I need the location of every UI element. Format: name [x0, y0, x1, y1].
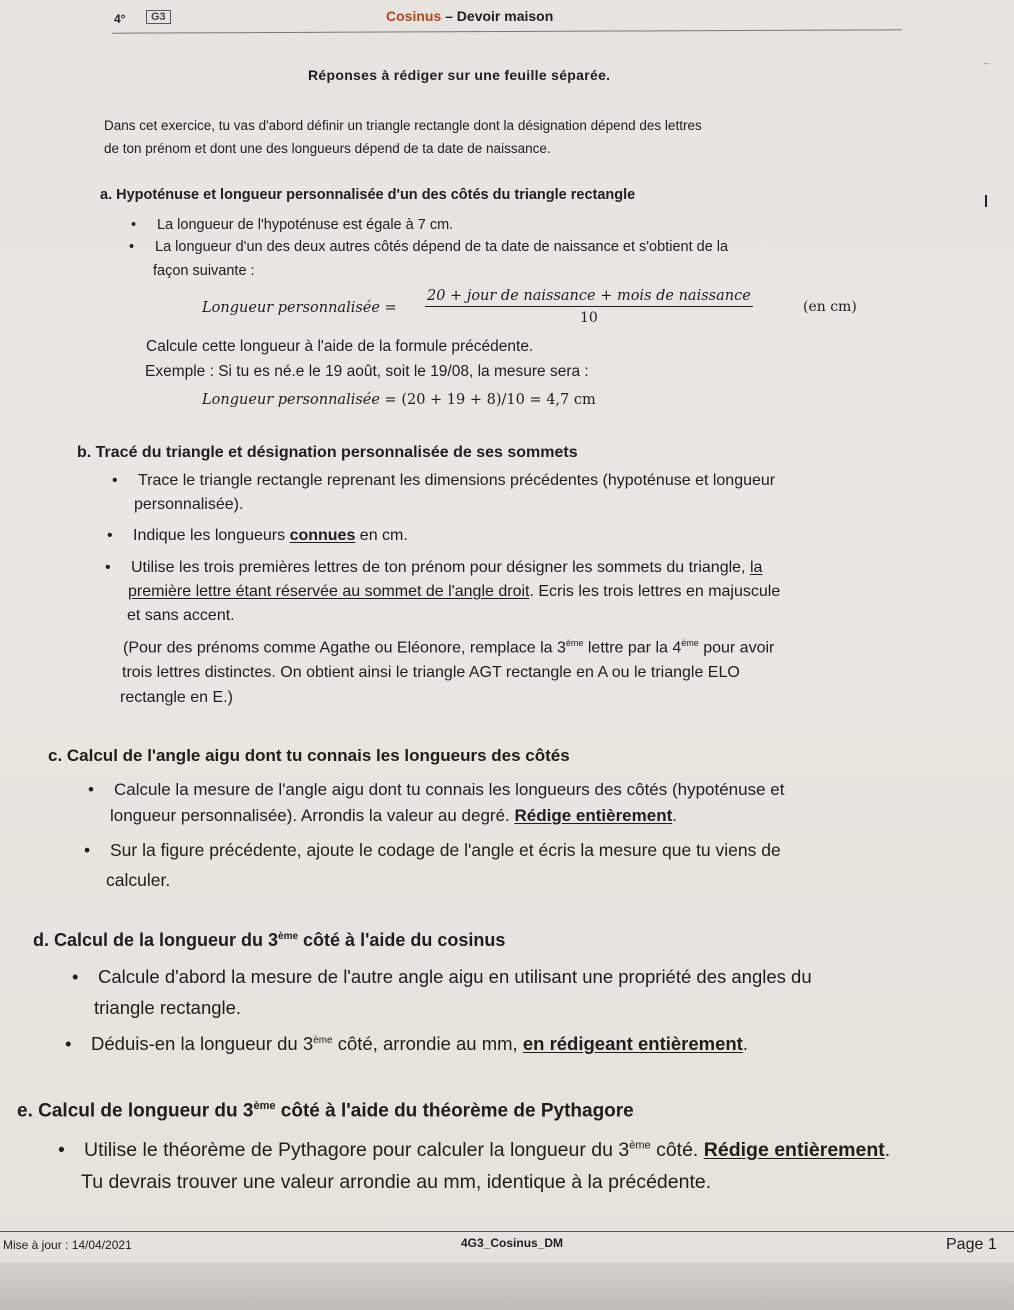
section-b-bullet-3-line-3: et sans accent. [127, 607, 235, 624]
section-e-line-2: Tu devrais trouver une valeur arrondie au mm, identique à la précédente. [81, 1171, 712, 1193]
formula-denominator: 10 [579, 310, 598, 326]
formula-numerator: 20 + jour de naissance + mois de naissance [425, 288, 753, 307]
section-b-bullet-2 [133, 527, 408, 545]
intro-line-1: Dans cet exercice, tu vas d'abord définir un triangle rectangle dont la désignation dépend des lettres [104, 118, 702, 133]
d2-post: . [742, 1033, 748, 1054]
footer-divider [0, 1231, 1014, 1232]
chapter-code: G3 [146, 10, 171, 24]
formula-fraction [425, 288, 753, 326]
e-title-pre: e. Calcul de longueur du 3 [17, 1100, 254, 1122]
calc-instruction: Calcule cette longueur à l'aide de la formule précédente. [146, 338, 534, 355]
class-level: 4° [114, 12, 126, 26]
d-title-post: côté à l'aide du cosinus [298, 930, 506, 950]
section-c-bullet-2-cont: calculer. [106, 870, 171, 890]
section-d-bullet-1: • Calcule d'abord la mesure de l'autre angle aigu en utilisant une propriété des angles du [98, 966, 812, 988]
section-b-bullet-3 [131, 559, 762, 577]
e1-post: . [884, 1139, 891, 1161]
title-accent: Cosinus [386, 8, 442, 24]
b3-l1-underlined: la [749, 559, 763, 576]
section-c-title: c. Calcul de l'angle aigu dont tu connais les longueurs des côtés [48, 746, 570, 765]
margin-mark: – [984, 58, 990, 68]
intro-heading: Réponses à rédiger sur une feuille séparée. [308, 67, 611, 83]
example-line: Exemple : Si tu es né.e le 19 août, soit le 19/08, la mesure sera : [145, 363, 589, 380]
section-c-bullet-1: • Calcule la mesure de l'angle aigu dont tu connais les longueurs des côtés (hypoténuse et [114, 780, 784, 800]
section-b-bullet-1-cont: personnalisée). [134, 496, 244, 513]
d2-bold: en rédigeant entièrement [522, 1033, 743, 1054]
note-sup-2: ème [681, 638, 699, 648]
d-title-sup: ème [278, 931, 299, 942]
example-formula [202, 392, 596, 408]
section-a-bullet-2-cont: façon suivante : [153, 263, 255, 279]
c1-bold: Rédige entièrement [514, 806, 673, 825]
section-b-bullet-3-line-2 [128, 583, 780, 601]
d2-pre: Déduis-en la longueur du 3 [91, 1033, 314, 1054]
section-a-title: a. Hypoténuse et longueur personnalisée d'un des côtés du triangle rectangle [100, 187, 636, 203]
note-a: (Pour des prénoms comme Agathe ou Eléonore, remplace la 3 [123, 639, 566, 657]
b2-post: en cm. [355, 527, 408, 544]
note-line-2: trois lettres distinctes. On obtient ainsi le triangle AGT rectangle en A ou le triangle ELO [122, 664, 740, 681]
section-d-bullet-1-cont: triangle rectangle. [94, 997, 242, 1018]
b3-l1-pre: Utilise les trois premières lettres de ton prénom pour désigner les sommets du triangle, [131, 559, 750, 576]
section-a-bullet-1: • La longueur de l'hypoténuse est égale à 7 cm. [157, 217, 453, 233]
e1-pre: Utilise le théorème de Pythagore pour calculer la longueur du 3 [84, 1139, 630, 1161]
e1-bold: Rédige entièrement [703, 1139, 885, 1161]
margin-tick [985, 195, 987, 207]
intro-line-2: de ton prénom et dont une des longueurs dépend de ta date de naissance. [104, 141, 551, 156]
footer-page-number: Page 1 [946, 1236, 997, 1253]
e1-mid: côté. [650, 1139, 704, 1161]
section-c-bullet-1-cont [110, 806, 677, 826]
section-a-bullet-2: • La longueur d'un des deux autres côtés dépend de ta date de naissance et s'obtient de la [155, 239, 728, 255]
e-title-post: côté à l'aide du théorème de Pythagore [275, 1100, 634, 1122]
b2-underlined: connues [289, 527, 356, 544]
section-b-title: b. Tracé du triangle et désignation personnalisée de ses sommets [77, 444, 578, 461]
example-formula-rhs: = (20 + 19 + 8)/10 = 4,7 cm [379, 392, 596, 408]
note-b: lettre par la 4 [583, 639, 682, 657]
d2-mid: côté, arrondie au mm, [332, 1033, 523, 1054]
header-divider [112, 29, 902, 33]
c1-pre: longueur personnalisée). Arrondis la valeur au degré. [110, 806, 515, 825]
example-formula-lhs: Longueur personnalisée [202, 392, 380, 408]
note-line-1 [123, 638, 774, 657]
section-c-bullet-2: • Sur la figure précédente, ajoute le codage de l'angle et écris la mesure que tu viens de [110, 840, 781, 861]
e1-sup: ème [629, 1139, 651, 1152]
section-e-title [17, 1100, 634, 1122]
formula-unit: (en cm) [803, 299, 857, 315]
note-sup-1: ème [565, 638, 584, 648]
section-d-bullet-2 [91, 1033, 748, 1055]
formula-lhs: Longueur personnalisée = [202, 300, 397, 316]
background-surface [0, 1262, 1014, 1310]
e-title-sup: ème [253, 1100, 276, 1112]
b3-l2-post: . Ecris les trois lettres en majuscule [529, 583, 781, 600]
title-rest: – Devoir maison [441, 8, 554, 24]
section-d-title [33, 930, 505, 951]
footer-updated: Mise à jour : 14/04/2021 [3, 1238, 132, 1252]
note-c: pour avoir [698, 639, 775, 657]
d2-sup: ème [313, 1034, 333, 1046]
b3-l2-underlined: première lettre étant réservée au sommet de l'angle droit [128, 583, 530, 600]
b2-pre: Indique les longueurs [133, 527, 290, 544]
footer-filename: 4G3_Cosinus_DM [461, 1236, 564, 1250]
c1-post: . [672, 806, 677, 825]
d-title-pre: d. Calcul de la longueur du 3 [33, 930, 279, 950]
section-e-bullet-1 [84, 1139, 890, 1162]
note-line-3: rectangle en E.) [120, 689, 233, 706]
section-b-bullet-1: • Trace le triangle rectangle reprenant les dimensions précédentes (hypoténuse et longueur [138, 472, 775, 490]
page-title [386, 8, 553, 24]
